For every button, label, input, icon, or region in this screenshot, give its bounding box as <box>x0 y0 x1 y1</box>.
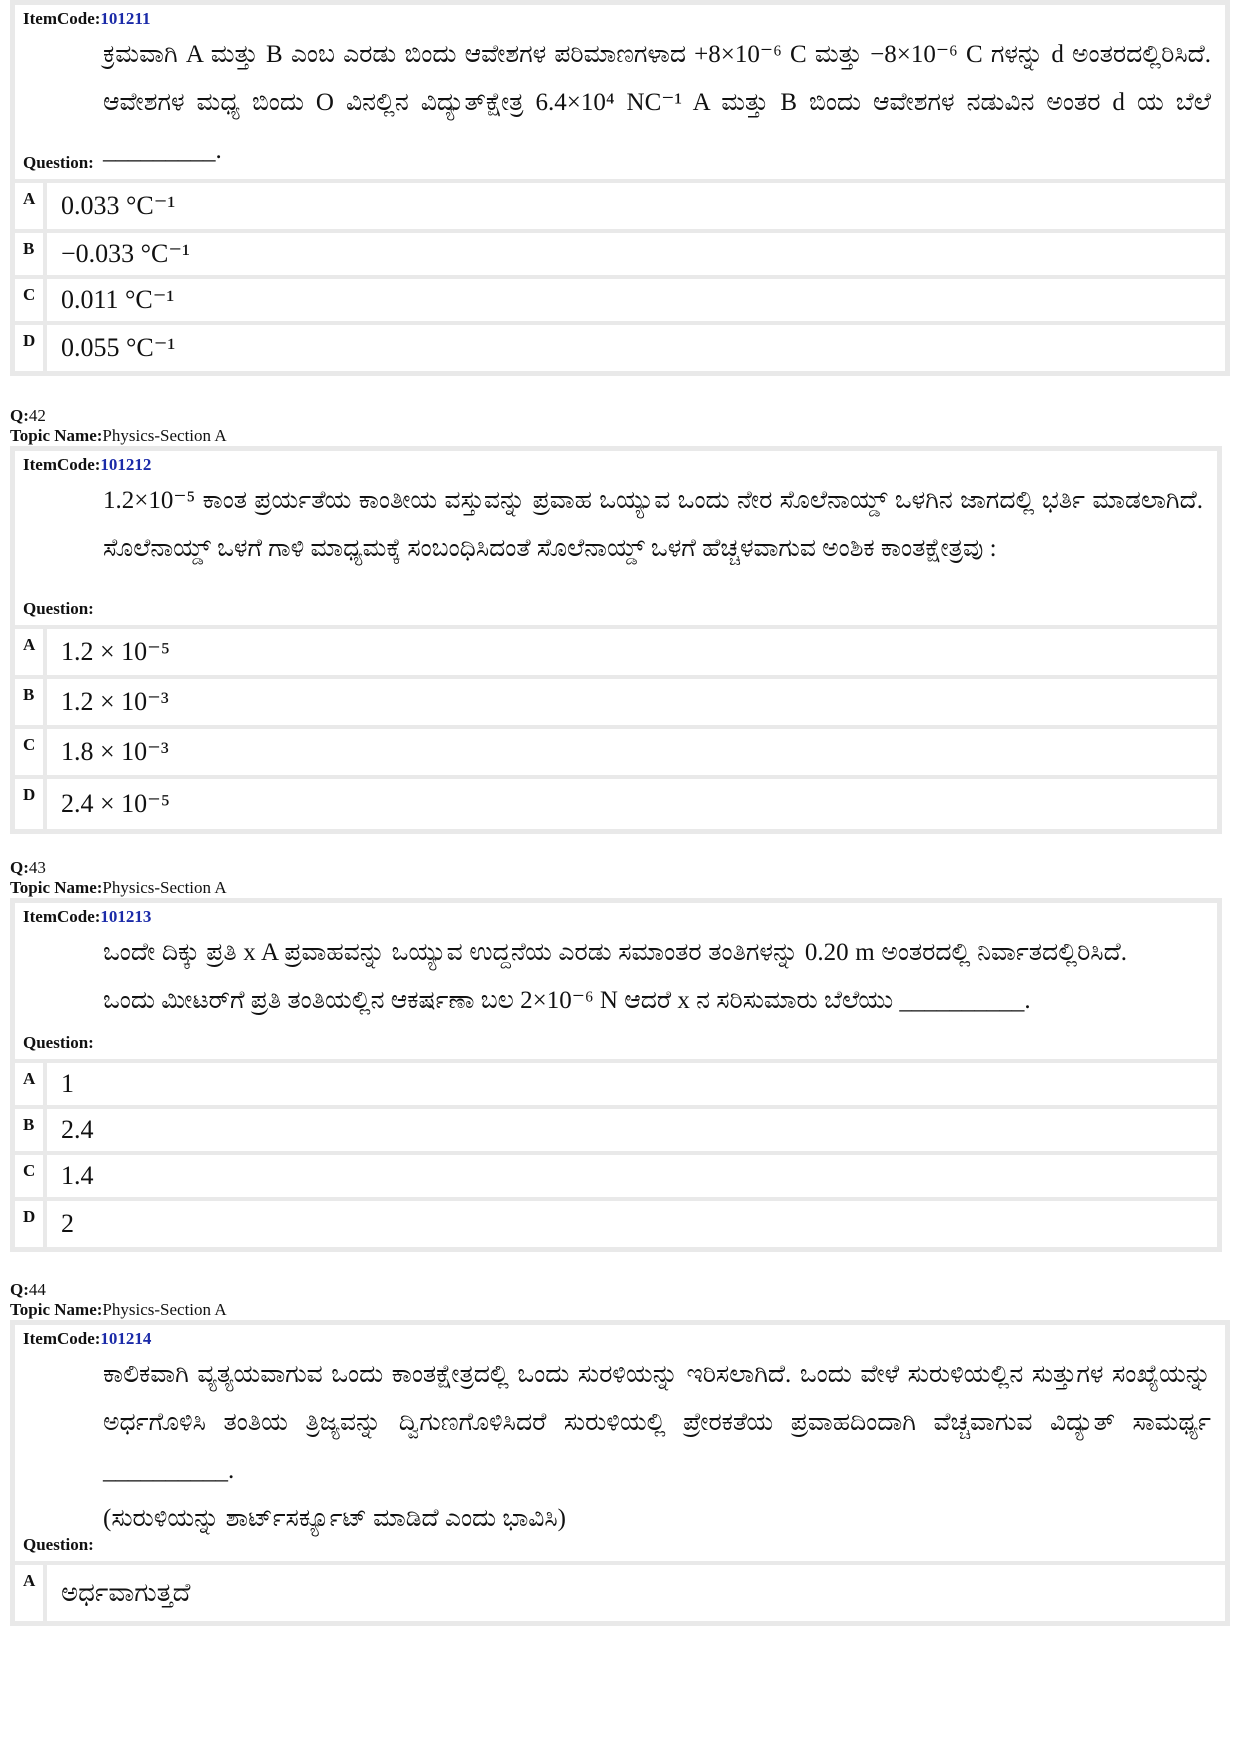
option-text: 2 <box>61 1209 74 1238</box>
option-row-a[interactable] <box>15 1063 1217 1109</box>
topic-name: Topic Name:Physics-Section A <box>10 426 227 445</box>
question-label: Question: <box>23 599 94 618</box>
option-text: 0.011 °C⁻¹ <box>61 285 175 314</box>
option-text: 1.4 <box>61 1161 94 1190</box>
question-row <box>15 1325 1225 1565</box>
question-row <box>15 451 1217 629</box>
item-code: ItemCode:101213 <box>23 907 152 926</box>
topic-name: Topic Name:Physics-Section A <box>10 878 227 897</box>
question-card-43 <box>10 898 1222 1252</box>
option-text: 1 <box>61 1069 74 1098</box>
option-label: B <box>15 1109 47 1151</box>
option-label: A <box>15 1063 47 1105</box>
question-label: Question: <box>23 1033 94 1052</box>
question-text: ಒಂದೇ ದಿಕ್ಕು ಪ್ರತಿ x A ಪ್ರವಾಹವನ್ನು ಒಯ್ಯುವ ಉದ್ದನೆಯ ಎರಡು ಸಮಾಂತರ ತಂತಿಗಳನ್ನು 0.20 m ಅಂತರದಲ್ಲಿ ನಿರ್ವಾತದಲ್ಲಿರಿಸಿದೆ. ಒಂದು ಮೀಟರ್‌ಗೆ ಪ್ರತಿ ತಂತಿಯಲ್ಲಿನ ಆಕರ್ಷಣಾ ಬಲ 2×10⁻⁶ N ಆದರೆ x ನ ಸರಿಸುಮಾರು ಬೆಲೆಯು __________. <box>103 939 1127 1014</box>
option-label: A <box>15 1565 47 1621</box>
option-text: −0.033 °C⁻¹ <box>61 239 190 268</box>
option-label: D <box>15 325 47 371</box>
question-note: (ಸುರುಳಿಯನ್ನು ಶಾರ್ಟ್‌ಸರ್ಕ್ಯೂಟ್ ಮಾಡಿದೆ ಎಂದು ಭಾವಿಸಿ) <box>103 1505 567 1532</box>
option-row-a[interactable] <box>15 629 1217 679</box>
item-code: ItemCode:101214 <box>23 1329 152 1348</box>
topic-name: Topic Name:Physics-Section A <box>10 1300 227 1319</box>
option-text: 2.4 × 10⁻⁵ <box>61 789 170 818</box>
option-text: 1.8 × 10⁻³ <box>61 737 169 766</box>
option-row-b[interactable] <box>15 679 1217 729</box>
option-label: D <box>15 1201 47 1247</box>
option-label: A <box>15 629 47 675</box>
option-text: 0.033 °C⁻¹ <box>61 191 176 220</box>
question-text: ಕಾಲಿಕವಾಗಿ ವ್ಯತ್ಯಯವಾಗುವ ಒಂದು ಕಾಂತಕ್ಷೇತ್ರದಲ್ಲಿ ಒಂದು ಸುರಳಿಯನ್ನು ಇರಿಸಲಾಗಿದೆ. ಒಂದು ವೇಳೆ ಸುರುಳಿಯಲ್ಲಿನ ಸುತ್ತುಗಳ ಸಂಖ್ಯೆಯನ್ನು ಅರ್ಧಗೊಳಿಸಿ ತಂತಿಯ ತ್ರಿಜ್ಯವನ್ನು ದ್ವಿಗುಣಗೊಳಿಸಿದರೆ ಸುರುಳಿಯಲ್ಲಿ ಪ್ರೇರಕತೆಯ ಪ್ರವಾಹದಿಂದಾಗಿ ವೆಚ್ಚವಾಗುವ ವಿದ್ಯುತ್ ಸಾಮರ್ಥ್ಯ __________. <box>103 1361 1211 1484</box>
question-card-41 <box>10 0 1230 376</box>
question-card-42 <box>10 446 1222 834</box>
option-row-d[interactable] <box>15 779 1217 829</box>
option-label: D <box>15 779 47 829</box>
question-label: Question: <box>23 1535 94 1554</box>
option-row-b[interactable] <box>15 1109 1217 1155</box>
option-text: 0.055 °C⁻¹ <box>61 333 176 362</box>
item-code: ItemCode:101211 <box>23 9 151 28</box>
option-label: B <box>15 233 47 275</box>
question-label: Question: <box>23 153 94 172</box>
option-row-c[interactable] <box>15 279 1225 325</box>
question-row <box>15 903 1217 1063</box>
option-row-d[interactable] <box>15 1201 1217 1247</box>
option-row-c[interactable] <box>15 1155 1217 1201</box>
option-row-a[interactable] <box>15 183 1225 233</box>
option-row-a[interactable] <box>15 1565 1225 1621</box>
question-text: ಕ್ರಮವಾಗಿ A ಮತ್ತು B ಎಂಬ ಎರಡು ಬಿಂದು ಆವೇಶಗಳ ಪರಿಮಾಣಗಳಾದ +8×10⁻⁶ C ಮತ್ತು −8×10⁻⁶ C ಗಳನ್ನು d ಅಂತರದಲ್ಲಿರಿಸಿದೆ. ಆವೇಶಗಳ ಮಧ್ಯ ಬಿಂದು O ವಿನಲ್ಲಿನ ವಿದ್ಯುತ್‌ಕ್ಷೇತ್ರ 6.4×10⁴ NC⁻¹ A ಮತ್ತು B ಬಿಂದು ಆವೇಶಗಳ ನಡುವಿನ ಅಂತರ d ಯ ಬೆಲೆ _________. <box>103 41 1211 164</box>
question-row <box>15 5 1225 183</box>
question-number: Q:44 <box>10 1280 46 1299</box>
question-card-44 <box>10 1320 1230 1626</box>
option-row-b[interactable] <box>15 233 1225 279</box>
option-text: 1.2 × 10⁻³ <box>61 687 169 716</box>
option-text: ಅರ್ಧವಾಗುತ್ತದೆ <box>61 1577 191 1607</box>
option-row-d[interactable] <box>15 325 1225 371</box>
exam-page <box>10 0 1230 1626</box>
option-text: 1.2 × 10⁻⁵ <box>61 637 170 666</box>
option-label: C <box>15 1155 47 1197</box>
item-code: ItemCode:101212 <box>23 455 152 474</box>
question-number: Q:42 <box>10 406 46 425</box>
option-label: A <box>15 183 47 229</box>
option-label: C <box>15 279 47 321</box>
question-text: 1.2×10⁻⁵ ಕಾಂತ ಪ್ರರ್ಯತೆಯ ಕಾಂತೀಯ ವಸ್ತುವನ್ನು ಪ್ರವಾಹ ಒಯ್ಯುವ ಒಂದು ನೇರ ಸೊಲೆನಾಯ್ಡ್ ಒಳಗಿನ ಜಾಗದಲ್ಲಿ ಭರ್ತಿ ಮಾಡಲಾಗಿದೆ. ಸೊಲೆನಾಯ್ಡ್ ಒಳಗೆ ಗಾಳಿ ಮಾಧ್ಯಮಕ್ಕೆ ಸಂಬಂಧಿಸಿದಂತೆ ಸೊಲೆನಾಯ್ಡ್ ಒಳಗೆ ಹೆಚ್ಚಳವಾಗುವ ಅಂಶಿಕ ಕಾಂತಕ್ಷೇತ್ರವು : <box>103 487 1203 562</box>
option-text: 2.4 <box>61 1115 94 1144</box>
option-label: C <box>15 729 47 775</box>
option-row-c[interactable] <box>15 729 1217 779</box>
question-number: Q:43 <box>10 858 46 877</box>
option-label: B <box>15 679 47 725</box>
